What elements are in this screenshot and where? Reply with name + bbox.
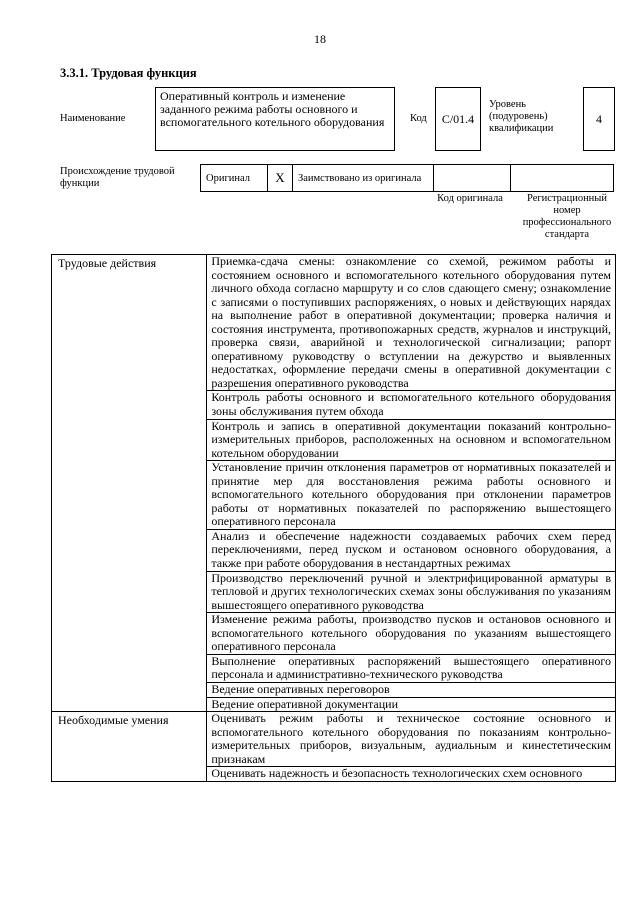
list-item: Приемка-сдача смены: ознакомление со схемой, режимом работы и состоянием основного и вспомогательного котельного оборудования путем личного обхода согласно маршруту и со слов сдающего смену; ознакомление с записями о поступивших распоряжениях, о новых и действующих нарядах на выполнение работ в оперативной документации; проверка наличия и состояния инструмента, противопожарных средств, журналов и инструкций, проверка связи, аварийной и технологической сигнализации; рапорт оперативному руководству о вступлении на дежурство и выявленных недостатках, оформление передачи смены в оперативной документации с разрешения оперативного руководства (207, 255, 616, 391)
origin-table (200, 164, 614, 192)
origin-label: Происхождение трудовой функции (60, 166, 175, 189)
section-title: 3.3.1. Трудовая функция (60, 66, 197, 80)
list-item: Изменение режима работы, производство пусков и остановов основного и вспомогательного котельного оборудования по указаниям вышестоящего оперативного персонала (207, 613, 616, 655)
list-item: Анализ и обеспечение надежности создаваемых рабочих схем перед переключениями, перед пуском и остановом основного оборудования, а также при работе оборудования в нестандартных режимах (207, 529, 616, 571)
list-item: Выполнение оперативных распоряжений вышестоящего оперативного персонала и административно-технического руководства (207, 654, 616, 682)
level-label: Уровень (подуровень) квалификации (489, 99, 554, 134)
list-item: Оценивать режим работы и техническое состояние основного и вспомогательного котельного оборудования по показаниям контрольно-измерительных приборов, визуальным, аудиальным и кинестетическим признакам (207, 712, 616, 767)
page-number: 18 (314, 32, 326, 46)
code-original-cell (434, 165, 511, 192)
table-row (52, 712, 616, 767)
original-label: Оригинал (201, 165, 268, 192)
list-item: Оценивать надежность и безопасность технологических схем основного (207, 767, 616, 782)
code-original-caption: Код оригинала (437, 193, 503, 204)
table-row (52, 255, 616, 391)
list-item: Установление причин отклонения параметров от нормативных показателей и принятие мер для восстановления режима работы основного и вспомогательного котельного оборудования при отклонении параметров работы от нормативных показателей по распоряжению вышестоящего оперативного персонала (207, 461, 616, 530)
list-item: Ведение оперативной документации (207, 697, 616, 712)
original-mark: X (268, 165, 293, 192)
borrowed-label: Заимствовано из оригинала (293, 165, 434, 192)
function-name: Оперативный контроль и изменение заданного режима работы основного и вспомогательного котельного оборудования (155, 87, 395, 151)
list-item: Производство переключений ручной и электрифицированной арматуры в тепловой и других технологических схемах зоны обслуживания по указаниям вышестоящего оперативного руководства (207, 571, 616, 613)
list-item: Контроль и запись в оперативной документации показаний контрольно-измерительных приборов, расположенных на основном и вспомогательном котельном оборудовании (207, 419, 616, 461)
reg-number-cell (511, 165, 614, 192)
list-item: Контроль работы основного и вспомогательного котельного оборудования зоны обслуживания путем обхода (207, 391, 616, 419)
list-item: Ведение оперативных переговоров (207, 682, 616, 697)
section-label: Необходимые умения (52, 712, 207, 782)
name-label: Наименование (60, 113, 126, 124)
code-label: Код (410, 113, 427, 124)
function-code: С/01.4 (435, 87, 481, 151)
section-label: Трудовые действия (52, 255, 207, 712)
qualification-level: 4 (583, 87, 615, 151)
function-details-table (51, 254, 616, 782)
reg-number-caption: Регистрационный номер профессионального стандарта (522, 193, 612, 240)
